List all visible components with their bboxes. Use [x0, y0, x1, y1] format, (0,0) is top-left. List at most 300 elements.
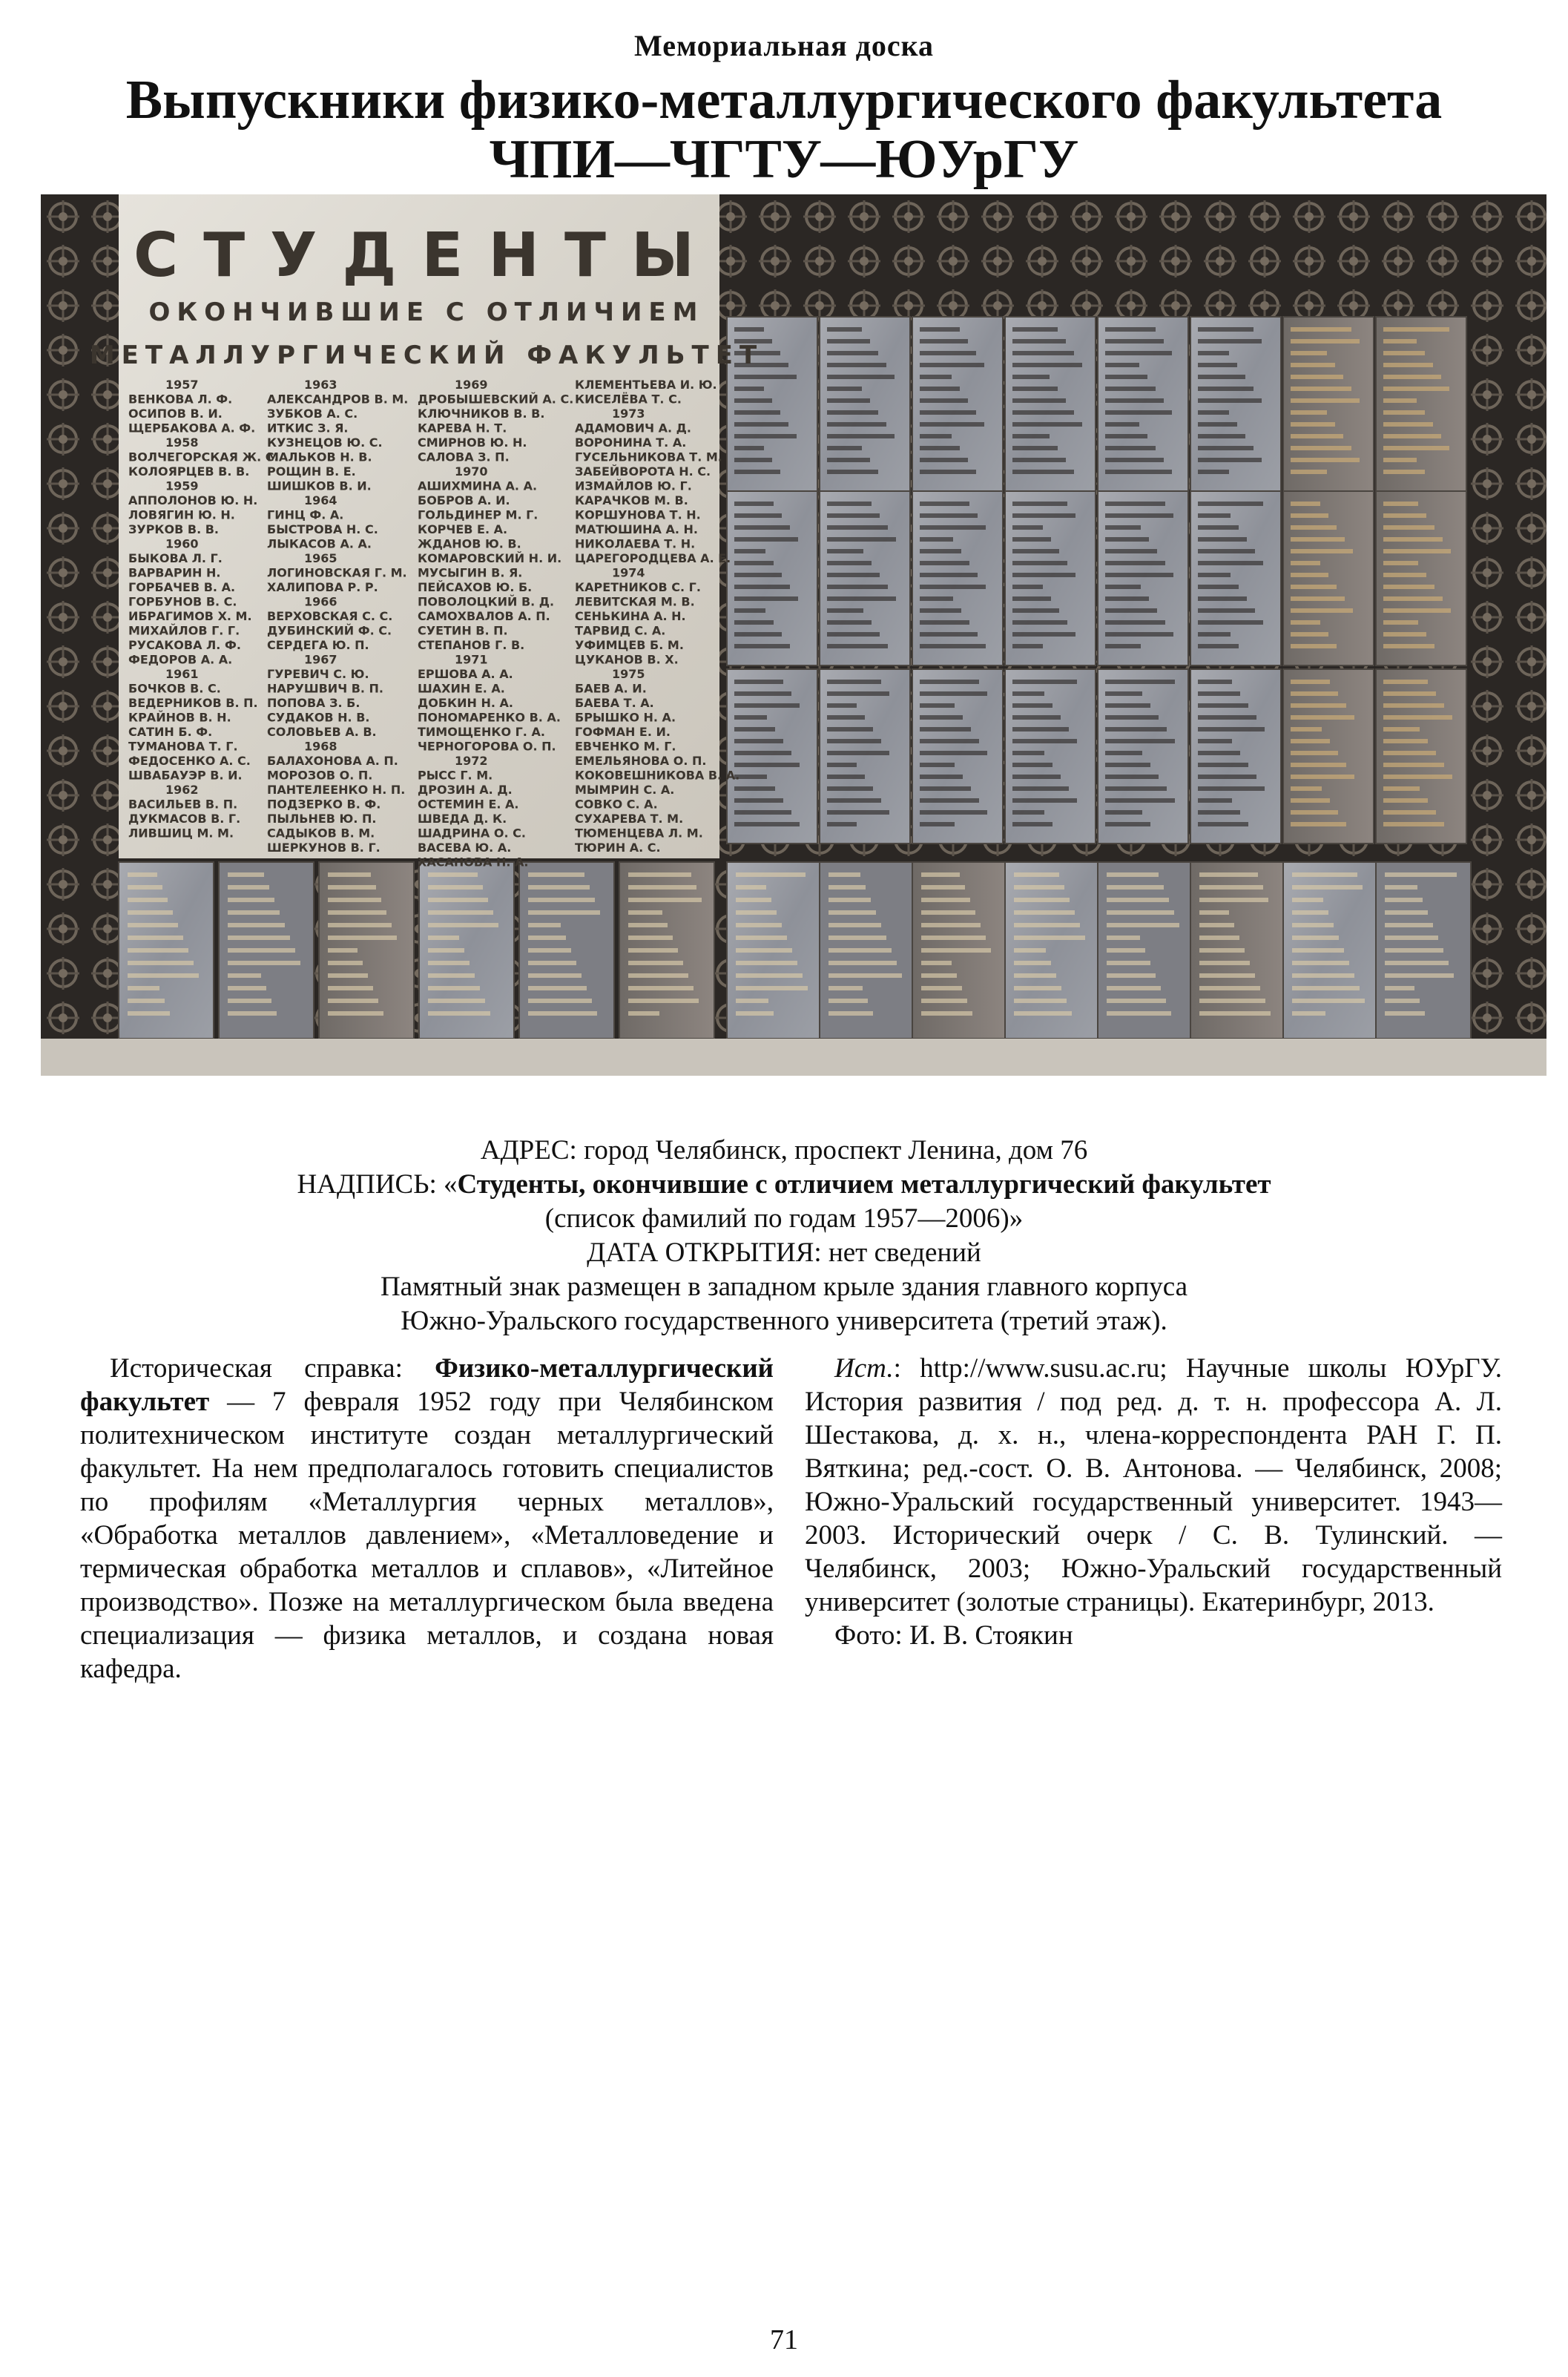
engraved-line	[1199, 936, 1239, 940]
engraved-line	[827, 446, 862, 450]
plaque-name: БРЫШКО Н. А.	[575, 710, 676, 725]
engraved-line	[1385, 872, 1457, 877]
plaque-name: ЕМЕЛЬЯНОВА О. П.	[575, 754, 707, 768]
engraved-line	[1198, 470, 1229, 474]
engraved-line	[827, 585, 888, 589]
engraved-line	[920, 763, 955, 767]
engraved-line	[1383, 691, 1436, 696]
engraved-line	[734, 398, 772, 403]
engraved-line	[1012, 513, 1075, 518]
engraved-line	[528, 898, 595, 902]
plaque-name: КИСЕЛЁВА Т. С.	[575, 392, 682, 407]
plaque-name: ВАРВАРИН Н.	[128, 565, 221, 580]
engraved-line	[228, 872, 264, 877]
plaque-name: ЦАРЕГОРОДЦЕВА А. Е.	[575, 551, 731, 565]
engraved-line	[921, 872, 960, 877]
engraved-line	[328, 885, 376, 890]
plaque-name: МЫМРИН С. А.	[575, 783, 675, 797]
engraved-line	[1383, 763, 1444, 767]
engraved-line	[1383, 585, 1434, 589]
sources: Ист.: http://www.susu.ac.ru; Научные школы ЮУрГУ. История развития / под ред. д. т. н. профессора А. Л. Шестакова, д. х. н., члена-корреспондента РАН Г. П. Вяткина; ред.-сост. О. В. Антонова. — Челябинск, 2008; Южно-Уральский государственный университет. 1943—2003. Исторический очерк / С. В. Тулинский. — Челябинск, 2003; Южно-Уральский государственный университет (золотые страницы). Екатеринбург, 2013. Фото: И. В. Стоякин	[805, 1353, 1502, 1651]
engraved-line	[921, 986, 962, 990]
plaque-name: ИЗМАЙЛОВ Ю. Г.	[575, 479, 692, 493]
title-line-1: Выпускники физико-металлургического факультета	[125, 70, 1443, 131]
engraved-line	[1014, 961, 1051, 965]
engraved-line	[1292, 936, 1339, 940]
engraved-line	[1291, 573, 1328, 577]
engraved-line	[1291, 608, 1353, 613]
engraved-line	[734, 822, 800, 826]
engraved-line	[1012, 810, 1044, 815]
engraved-line	[920, 434, 952, 438]
engraved-line	[920, 822, 955, 826]
plaque-name: МАТЮШИНА А. Н.	[575, 522, 698, 536]
plaque-name: КЛЕМЕНТЬЕВА И. Ю.	[575, 378, 717, 392]
plaque-name: ПОДЗЕРКО В. Ф.	[267, 797, 381, 812]
engraved-line	[921, 999, 967, 1003]
engraved-line	[827, 632, 880, 637]
engraved-line	[920, 525, 986, 530]
engraved-line	[428, 923, 498, 927]
plaque-year: 1969	[455, 378, 488, 392]
engraved-line	[628, 936, 673, 940]
plaque-name: ЛЕВИТСКАЯ М. В.	[575, 594, 695, 609]
engraved-line	[920, 585, 986, 589]
engraved-line	[1199, 961, 1250, 965]
engraved-line	[1012, 549, 1059, 553]
engraved-line	[1291, 387, 1351, 391]
engraved-line	[920, 751, 987, 755]
engraved-line	[1107, 999, 1166, 1003]
engraved-line	[1199, 898, 1268, 902]
engraved-line	[736, 973, 803, 978]
plaque-name: ШИШКОВ В. И.	[267, 479, 372, 493]
engraved-line	[1012, 398, 1066, 403]
plaque-name: НИКОЛАЕВА Т. Н.	[575, 536, 696, 551]
plaque-name: МОРОЗОВ О. П.	[267, 768, 373, 783]
plaque-name: МУСЫГИН В. Я.	[418, 565, 523, 580]
engraved-line	[1291, 620, 1320, 625]
engraved-line	[528, 910, 600, 915]
inscription-line: НАДПИСЬ: «Студенты, окончившие с отличием металлургический факультет	[297, 1169, 1271, 1200]
plaque-name: СОВКО С. А.	[575, 797, 658, 812]
plaque-name: ПЕЙСАХОВ Ю. Б.	[418, 580, 533, 594]
location-line-2: Южно-Уральского государственного университета (третий этаж).	[401, 1306, 1167, 1336]
engraved-line	[734, 751, 791, 755]
engraved-line	[827, 561, 872, 565]
engraved-line	[1291, 822, 1346, 826]
engraved-line	[1198, 410, 1229, 415]
engraved-line	[827, 703, 857, 708]
engraved-line	[827, 470, 878, 474]
engraved-line	[1107, 898, 1169, 902]
engraved-line	[920, 363, 984, 367]
engraved-line	[827, 620, 872, 625]
engraved-line	[628, 872, 691, 877]
engraved-line	[920, 691, 987, 696]
engraved-line	[628, 973, 688, 978]
engraved-line	[736, 898, 771, 902]
engraved-line	[1291, 810, 1338, 815]
engraved-line	[1199, 986, 1260, 990]
engraved-line	[528, 1011, 597, 1016]
engraved-line	[1014, 986, 1061, 990]
engraved-line	[1385, 999, 1420, 1003]
engraved-line	[1291, 798, 1330, 803]
engraved-line	[628, 986, 694, 990]
plaque-name: ИТКИС З. Я.	[267, 421, 349, 435]
engraved-line	[829, 923, 881, 927]
engraved-line	[428, 885, 483, 890]
engraved-line	[1012, 644, 1043, 648]
engraved-line	[827, 537, 896, 542]
engraved-line	[1105, 398, 1164, 403]
engraved-line	[1105, 537, 1149, 542]
engraved-line	[920, 339, 968, 343]
engraved-line	[1291, 680, 1330, 684]
engraved-line	[1383, 375, 1441, 379]
engraved-line	[1292, 1011, 1325, 1016]
plaque-name: ЕРШОВА А. А.	[418, 667, 513, 681]
plaque-name: ГОФМАН Е. И.	[575, 725, 671, 739]
engraved-line	[827, 573, 880, 577]
engraved-line	[920, 446, 960, 450]
engraved-line	[1014, 910, 1075, 915]
engraved-line	[1012, 422, 1082, 427]
engraved-line	[1292, 999, 1365, 1003]
plaque-name: ГОРБАЧЕВ В. А.	[128, 580, 236, 594]
engraved-line	[1383, 727, 1420, 731]
engraved-line	[1105, 363, 1139, 367]
engraved-line	[1385, 961, 1449, 965]
engraved-line	[734, 608, 765, 613]
page-number: 71	[770, 2324, 798, 2355]
engraved-line	[920, 632, 978, 637]
engraved-line	[1012, 375, 1050, 379]
engraved-line	[736, 986, 808, 990]
engraved-line	[921, 948, 991, 953]
plaque-name: ДРОЗИН А. Д.	[418, 783, 513, 797]
engraved-line	[1291, 410, 1327, 415]
plaque-name: ОСТЕМИН Е. А.	[418, 797, 519, 812]
engraved-line	[1291, 763, 1346, 767]
engraved-line	[1199, 910, 1229, 915]
engraved-line	[1198, 549, 1255, 553]
plaque-name: ШАДРИНА О. С.	[418, 826, 526, 841]
plaque-name: БАЕВ А. И.	[575, 681, 647, 696]
engraved-line	[1014, 948, 1046, 953]
plaque-name: ЕВЧЕНКО М. Г.	[575, 739, 676, 754]
engraved-line	[920, 608, 961, 613]
engraved-line	[1292, 948, 1344, 953]
engraved-line	[1291, 434, 1343, 438]
engraved-line	[1385, 885, 1417, 890]
inscription-note: (список фамилий по годам 1957—2006)»	[544, 1203, 1024, 1234]
engraved-line	[1198, 573, 1231, 577]
engraved-line	[734, 458, 772, 462]
plaque-year: 1965	[304, 551, 337, 565]
engraved-line	[328, 910, 386, 915]
engraved-line	[1383, 596, 1443, 601]
engraved-line	[1383, 398, 1417, 403]
engraved-line	[920, 680, 979, 684]
engraved-line	[1105, 351, 1172, 355]
engraved-line	[628, 910, 662, 915]
date-line: ДАТА ОТКРЫТИЯ: нет сведений	[587, 1237, 981, 1268]
plaque-name: САЛОВА З. П.	[418, 450, 510, 464]
engraved-line	[228, 885, 269, 890]
engraved-line	[734, 644, 790, 648]
plaque-year: 1973	[612, 407, 645, 421]
plaque-name: ФЕДОРОВ А. А.	[128, 652, 233, 667]
engraved-line	[920, 810, 987, 815]
engraved-line	[920, 502, 969, 506]
engraved-line	[228, 898, 274, 902]
engraved-line	[1198, 446, 1254, 450]
plaque-name: НАРУШВИЧ В. П.	[267, 681, 383, 696]
engraved-line	[734, 549, 765, 553]
engraved-line	[829, 885, 866, 890]
plaque-name: ТИМОЩЕНКО Г. А.	[418, 725, 545, 739]
engraved-line	[128, 973, 199, 978]
plaque-name: АППОЛОНОВ Ю. Н.	[128, 493, 258, 507]
engraved-line	[128, 885, 162, 890]
engraved-line	[528, 885, 590, 890]
caption	[0, 1134, 1568, 1338]
plaque-name: ИБРАГИМОВ Х. М.	[128, 609, 252, 623]
engraved-line	[1105, 715, 1159, 720]
engraved-line	[1105, 775, 1159, 779]
plaque-year: 1962	[165, 783, 199, 797]
engraved-line	[1105, 703, 1150, 708]
engraved-line	[1105, 339, 1164, 343]
engraved-line	[1198, 398, 1262, 403]
engraved-line	[1105, 680, 1175, 684]
engraved-line	[734, 410, 780, 415]
engraved-line	[328, 961, 363, 965]
engraved-line	[1014, 885, 1064, 890]
plaque-year: 1971	[455, 652, 488, 667]
engraved-line	[1105, 513, 1173, 518]
engraved-line	[1198, 327, 1254, 332]
engraved-line	[1198, 387, 1254, 391]
plaque-name: ШВАБАУЭР В. И.	[128, 768, 243, 783]
engraved-line	[1198, 703, 1248, 708]
engraved-line	[1383, 327, 1449, 332]
engraved-line	[1107, 910, 1174, 915]
engraved-line	[734, 691, 791, 696]
engraved-line	[920, 537, 953, 542]
engraved-line	[1198, 691, 1240, 696]
engraved-line	[734, 434, 797, 438]
engraved-line	[1107, 986, 1161, 990]
plaque-subheading-2: МЕТАЛЛУРГИЧЕСКИЙ ФАКУЛЬТЕТ	[89, 341, 764, 370]
engraved-line	[1383, 680, 1428, 684]
engraved-line	[1012, 458, 1066, 462]
plaque-name: ЩЕРБАКОВА А. Ф.	[128, 421, 256, 435]
plaque-name: ШВЕДА Д. К.	[418, 812, 507, 826]
plaque-name: ВАСЕВА Ю. А.	[418, 841, 512, 855]
engraved-line	[827, 351, 878, 355]
engraved-line	[920, 458, 968, 462]
plaque-name: ТЮМЕНЦЕВА Л. М.	[575, 826, 703, 841]
engraved-line	[827, 691, 889, 696]
engraved-line	[228, 973, 261, 978]
plaque-name: ПОПОВА З. Б.	[267, 696, 360, 710]
engraved-line	[827, 422, 886, 427]
engraved-line	[228, 923, 285, 927]
engraved-line	[1383, 561, 1418, 565]
plaque-name: КОМАРОВСКИЙ Н. И.	[418, 551, 562, 565]
engraved-line	[1012, 691, 1044, 696]
engraved-line	[1383, 502, 1418, 506]
engraved-line	[921, 885, 965, 890]
engraved-line	[1012, 561, 1067, 565]
engraved-line	[1012, 363, 1082, 367]
plaque-name: ВОЛЧЕГОРСКАЯ Ж. С.	[128, 450, 279, 464]
plaque-name: СТЕПАНОВ Г. В.	[418, 638, 525, 652]
engraved-line	[827, 513, 880, 518]
engraved-line	[734, 632, 782, 637]
engraved-line	[920, 549, 961, 553]
engraved-line	[921, 961, 952, 965]
engraved-line	[1292, 986, 1360, 990]
plaque-year: 1957	[165, 378, 199, 392]
engraved-line	[528, 986, 587, 990]
engraved-line	[1292, 910, 1328, 915]
plaque-name: РУСАКОВА Л. Ф.	[128, 638, 241, 652]
page-title	[0, 70, 1568, 189]
engraved-line	[920, 727, 971, 731]
engraved-line	[1012, 351, 1074, 355]
engraved-line	[736, 910, 777, 915]
plaque-year: 1961	[165, 667, 199, 681]
engraved-line	[1198, 434, 1245, 438]
plaque-name: КАРАЧКОВ М. В.	[575, 493, 688, 507]
engraved-line	[128, 910, 173, 915]
engraved-line	[428, 961, 470, 965]
plaque-year: 1975	[612, 667, 645, 681]
engraved-line	[1107, 936, 1140, 940]
engraved-line	[1107, 923, 1179, 927]
engraved-line	[1291, 644, 1337, 648]
engraved-line	[1291, 470, 1327, 474]
engraved-line	[1291, 775, 1354, 779]
engraved-line	[1107, 948, 1145, 953]
plaque-name: ЧЕРНОГОРОВА О. П.	[418, 739, 556, 754]
engraved-line	[1198, 727, 1265, 731]
engraved-line	[920, 703, 955, 708]
engraved-line	[1012, 620, 1067, 625]
engraved-line	[1105, 822, 1150, 826]
engraved-line	[1385, 973, 1454, 978]
engraved-line	[1198, 422, 1237, 427]
engraved-line	[1291, 691, 1338, 696]
engraved-line	[1105, 644, 1141, 648]
engraved-line	[328, 872, 371, 877]
engraved-line	[920, 375, 952, 379]
plaque-name: КУЗНЕЦОВ Ю. С.	[267, 435, 383, 450]
engraved-line	[528, 936, 566, 940]
engraved-line	[328, 999, 378, 1003]
engraved-line	[528, 872, 584, 877]
engraved-line	[827, 751, 889, 755]
engraved-line	[328, 973, 368, 978]
engraved-line	[827, 434, 895, 438]
engraved-line	[736, 936, 787, 940]
engraved-line	[1198, 339, 1262, 343]
engraved-line	[1291, 537, 1345, 542]
engraved-line	[1383, 739, 1428, 743]
engraved-line	[228, 910, 280, 915]
engraved-line	[1291, 525, 1337, 530]
engraved-line	[428, 999, 485, 1003]
engraved-line	[1291, 786, 1322, 791]
engraved-line	[1291, 739, 1330, 743]
plaque-year: 1963	[304, 378, 337, 392]
engraved-line	[428, 936, 459, 940]
title-line-2: ЧПИ—ЧГТУ—ЮУрГУ	[489, 129, 1079, 190]
engraved-line	[1383, 798, 1428, 803]
engraved-line	[1012, 470, 1074, 474]
engraved-line	[1105, 608, 1157, 613]
engraved-line	[736, 961, 797, 965]
plaque-illustration	[41, 194, 1546, 1076]
engraved-line	[1383, 620, 1418, 625]
engraved-line	[734, 573, 782, 577]
engraved-line	[827, 786, 873, 791]
engraved-line	[1105, 810, 1142, 815]
engraved-line	[1105, 798, 1175, 803]
engraved-line	[1105, 525, 1141, 530]
plaque-name: КОРШУНОВА Т. Н.	[575, 507, 701, 522]
engraved-line	[734, 502, 774, 506]
plaque-name: ЛОГИНОВСКАЯ Г. М.	[267, 565, 407, 580]
engraved-line	[1198, 632, 1231, 637]
engraved-line	[1291, 727, 1322, 731]
engraved-line	[1383, 786, 1420, 791]
plaque-year: 1967	[304, 652, 337, 667]
engraved-line	[428, 948, 464, 953]
plaque-name: ФЕДОСЕНКО А. С.	[128, 754, 251, 768]
engraved-line	[1385, 898, 1423, 902]
plaque-name: ОСИПОВ В. И.	[128, 407, 223, 421]
engraved-line	[734, 525, 790, 530]
engraved-line	[1291, 715, 1354, 720]
engraved-line	[1292, 973, 1354, 978]
engraved-line	[1107, 973, 1156, 978]
engraved-line	[1014, 898, 1070, 902]
engraved-line	[628, 961, 683, 965]
engraved-line	[128, 961, 194, 965]
engraved-line	[1383, 822, 1444, 826]
plaque-name: ЖДАНОВ Ю. В.	[418, 536, 521, 551]
engraved-line	[736, 885, 766, 890]
engraved-line	[829, 872, 860, 877]
engraved-line	[628, 999, 699, 1003]
plaque-name: ГУСЕЛЬНИКОВА Т. М.	[575, 450, 722, 464]
plaque-name: ЦУКАНОВ В. Х.	[575, 652, 679, 667]
engraved-line	[920, 775, 963, 779]
engraved-line	[428, 910, 493, 915]
engraved-line	[128, 986, 159, 990]
engraved-line	[1105, 387, 1156, 391]
engraved-line	[1105, 786, 1167, 791]
engraved-line	[1105, 739, 1175, 743]
engraved-line	[1291, 363, 1335, 367]
plaque-name: ГОЛЬДИНЕР М. Г.	[418, 507, 538, 522]
engraved-line	[1198, 458, 1262, 462]
